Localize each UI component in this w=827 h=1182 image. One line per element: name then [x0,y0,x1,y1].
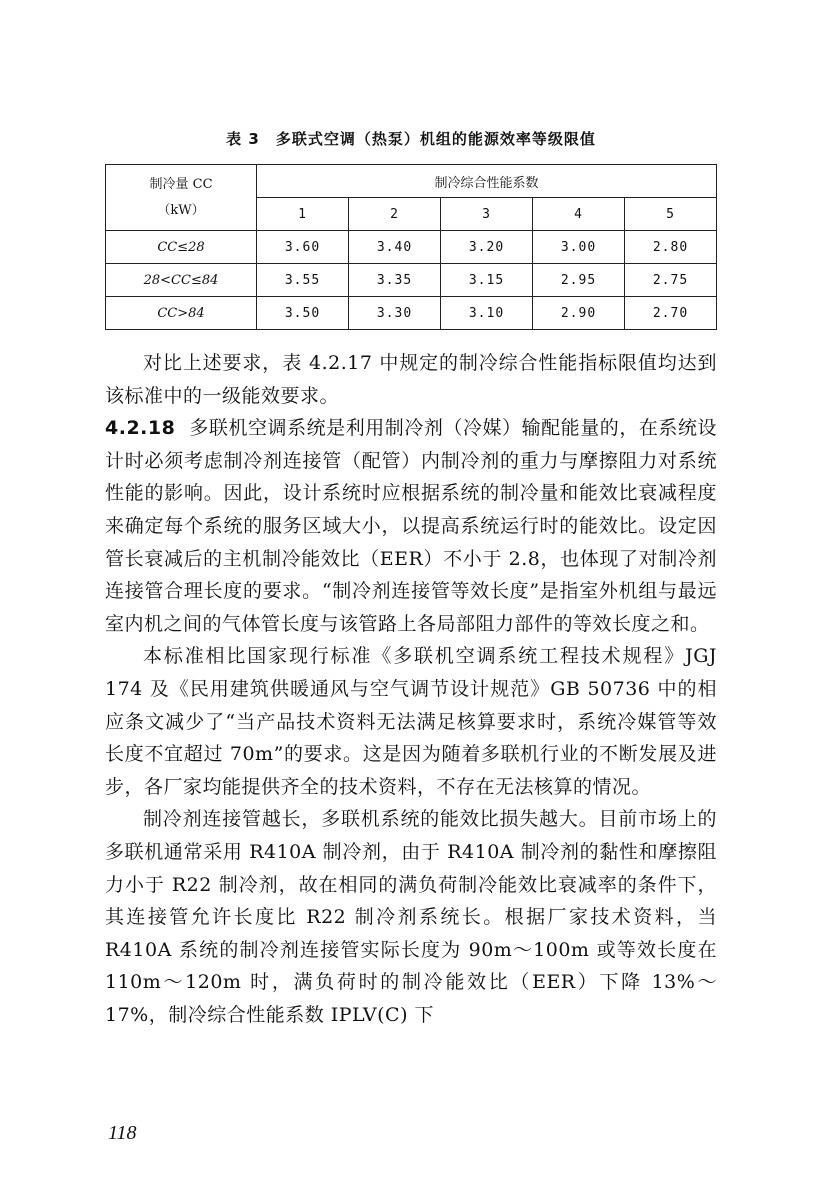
efficiency-grade-table [105,164,717,330]
row-label: CC>84 [106,297,257,330]
table-cell: 3.35 [349,264,441,297]
capacity-header-line1: 制冷量 CC [149,176,213,192]
paragraph: 本标准相比国家现行标准《多联机空调系统工程技术规程》JGJ 174 及《民用建筑供暖通风与空气调节设计规范》GB 50736 中的相应条文减少了“当产品技术资料无法满足核算要求时，系统冷媒管等效长度不宜超过 70m”的要求。这是因为随着多联机行业的不断发展及进步，各厂家均能提供齐全的技术资料，不存在无法核算的情况。 [105,645,717,798]
table-cell: 2.95 [533,264,625,297]
table-row [106,264,717,297]
capacity-header [106,165,257,231]
capacity-header-line2: （kW） [157,202,205,218]
grade-header: 4 [533,198,625,231]
table-header-row [106,165,717,198]
table-cell: 3.40 [349,231,441,264]
table-cell: 2.70 [625,297,717,330]
table-cell: 3.30 [349,297,441,330]
table-cell: 3.20 [441,231,533,264]
row-label: CC≤28 [106,231,257,264]
table-cell: 3.15 [441,264,533,297]
row-label: 28<CC≤84 [106,264,257,297]
paragraph: 对比上述要求，表 4.2.17 中规定的制冷综合性能指标限值均达到该标准中的一级能效要求。 [105,352,717,407]
grade-header: 5 [625,198,717,231]
table-cell: 2.90 [533,297,625,330]
grade-header: 2 [349,198,441,231]
grade-header: 3 [441,198,533,231]
clause-paragraph [105,412,717,640]
table-cell: 3.50 [257,297,349,330]
body-text [105,347,717,1031]
table-cell: 3.60 [257,231,349,264]
table-row [106,297,717,330]
table-cell: 3.00 [533,231,625,264]
clause-text: 多联机空调系统是利用制冷剂（冷媒）输配能量的，在系统设计时必须考虑制冷剂连接管（配管）内制冷剂的重力与摩擦阻力对系统性能的影响。因此，设计系统时应根据系统的制冷量和能效比衰减程度来确定每个系统的服务区域大小，以提高系统运行时的能效比。设定因管长衰减后的主机制冷能效比（EER）不小于 2.8，也体现了对制冷剂连接管合理长度的要求。“制冷剂连接管等效长度”是指室外机组与最远室内机之间的气体管长度与该管路上各局部阻力部件的等效长度之和。 [105,417,717,635]
table-cell: 2.75 [625,264,717,297]
table-cell: 3.55 [257,264,349,297]
grade-header: 1 [257,198,349,231]
performance-header: 制冷综合性能系数 [257,165,717,198]
page-number: 118 [108,1122,137,1144]
table-cell: 3.10 [441,297,533,330]
clause-number: 4.2.18 [105,417,176,440]
paragraph: 制冷剂连接管越长，多联机系统的能效比损失越大。目前市场上的多联机通常采用 R410A 制冷剂，由于 R410A 制冷剂的黏性和摩擦阻力小于 R22 制冷剂，故在相同的满负荷制冷能效比衰减率的条件下，其连接管允许长度比 R22 制冷剂系统长。根据厂家技术资料，当 R410A 系统的制冷剂连接管实际长度为 90m～100m 或等效长度在 110m～120m 时，满负荷时的制冷能效比（EER）下降 13%～17%，制冷综合性能系数 IPLV(C) 下 [105,808,717,1026]
table-row [106,231,717,264]
table-caption: 表 3 多联式空调（热泵）机组的能源效率等级限值 [226,130,596,148]
table-cell: 2.80 [625,231,717,264]
